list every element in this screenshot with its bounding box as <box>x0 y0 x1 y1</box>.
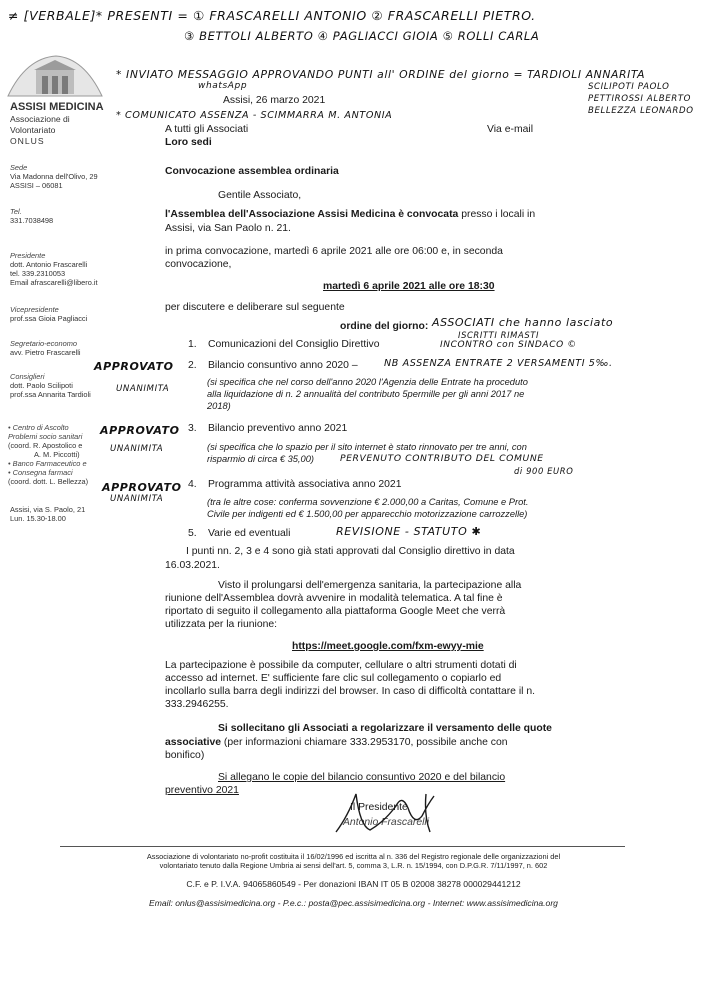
discuss-line: per discutere e deliberare sul seguente <box>165 302 345 313</box>
handwritten-item1-note2: INCONTRO con SINDACO © <box>440 340 577 350</box>
handwritten-item3-note: PERVENUTO CONTRIBUTO DEL COMUNE <box>340 453 544 464</box>
segretario-name: avv. Pietro Frascarelli <box>10 348 81 357</box>
tel-value: 331.7038498 <box>10 216 54 225</box>
handwritten-approvato-3: APPROVATO <box>102 481 182 494</box>
vicepresidente-name: prof.ssa Gioia Pagliacci <box>10 314 88 323</box>
footer-registration-1: Associazione di volontariato no-profit costituita il 16/02/1996 ed iscritta al n. 336 del Registro regionale delle organizzazioni del <box>146 852 561 861</box>
item-3-number: 3. <box>188 423 197 434</box>
handwritten-unanimita-3: UNANIMITA <box>110 494 164 504</box>
sede-label: Sede <box>10 163 28 172</box>
handwritten-item2-note: NB ASSENZA ENTRATE 2 VERSAMENTI 5‰. <box>384 358 613 369</box>
consegna-farmaci: • Consegna farmaci <box>8 468 73 477</box>
signature-name: Antonio Frascarelli <box>343 817 430 828</box>
item-3-note-line1: (si specifica che lo spazio per il sito internet è stato rinnovato per tre anni, con <box>207 442 527 452</box>
vicepresidente-label: Vicepresidente <box>10 305 59 314</box>
consegna-coord: (coord. dott. L. Bellezza) <box>8 477 89 486</box>
solicit-rest: (per informazioni chiamare 333.2953170, possibile anche con <box>221 737 508 748</box>
handwritten-presenti-line2: ③ BETTOLI ALBERTO ④ PAGLIACCI GIOIA ⑤ ROLLI CARLA <box>184 29 540 43</box>
signature-title: Il Presidente <box>350 802 408 813</box>
segretario-label: Segretario-economo <box>10 339 77 348</box>
meet-paragraph-line4: utilizzata per la riunione: <box>165 619 278 630</box>
item-4-text: Programma attività associativa anno 2021 <box>208 479 402 490</box>
meet-paragraph-line2: riunione dell'Assemblea dovrà avvenire in modalità telematica. A tal fine è <box>165 593 503 604</box>
sidebar-hours: Lun. 15.30-18.00 <box>10 514 66 523</box>
handwritten-whatsapp-insert: whatsApp <box>198 81 248 91</box>
item-2-note-line2: alla liquidazione di n. 2 annualità del contributo 5permille per gli anni 2017 ne <box>207 389 525 399</box>
handwritten-item3-note2: di 900 EURO <box>514 466 574 476</box>
handwritten-unanimita-2: UNANIMITA <box>110 444 164 454</box>
solicit-line1: Si sollecitano gli Associati a regolarizzare il versamento delle quote <box>218 723 552 734</box>
consigliere-2: prof.ssa Annarita Tardioli <box>10 390 91 399</box>
first-convocation-line1: in prima convocazione, martedì 6 aprile 2021 alle ore 06:00 e, in seconda <box>165 246 503 257</box>
handwritten-inviato-line: * INVIATO MESSAGGIO APPROVANDO PUNTI all' ORDINE del giorno = TARDIOLI ANNARITA <box>116 68 646 81</box>
org-name: ASSISI MEDICINA <box>10 101 104 113</box>
via-email: Via e-mail <box>487 124 534 135</box>
participation-line4: 333.2946255. <box>165 699 229 710</box>
centro-ascolto-4: A. M. Piccotti) <box>34 450 80 459</box>
consigliere-1: dott. Paolo Scilipoti <box>10 381 73 390</box>
convocation-line2: Assisi, via San Paolo n. 21. <box>165 223 291 234</box>
attachments-line2: preventivo 2021 <box>165 785 239 796</box>
consiglieri-label: Consiglieri <box>10 372 45 381</box>
item-4-note-line1: (tra le altre cose: conferma sovvenzione € 2.000,00 a Caritas, Comune e Prot. <box>207 497 529 507</box>
approved-points-line1: I punti nn. 2, 3 e 4 sono già stati approvati dal Consiglio direttivo in data <box>186 546 515 557</box>
item-1-number: 1. <box>188 339 197 350</box>
letter-subject: Convocazione assemblea ordinaria <box>165 166 339 177</box>
centro-ascolto-3: (coord. R. Apostolico e <box>8 441 83 450</box>
sede-line1: Via Madonna dell'Olivo, 29 <box>10 172 98 181</box>
convocation-bold: l'Assemblea dell'Associazione Assisi Medicina è convocata <box>165 209 459 220</box>
solicit-line3: bonifico) <box>165 750 205 761</box>
meet-paragraph-line1: Visto il prolungarsi dell'emergenza sanitaria, la partecipazione alla <box>218 580 522 591</box>
centro-ascolto-1: • Centro di Ascolto <box>8 423 69 432</box>
handwritten-item1-note: ISCRITTI RIMASTI <box>458 330 540 340</box>
item-3-note-line2: risparmio di circa € 35,00) <box>207 454 314 464</box>
letter-date: Assisi, 26 marzo 2021 <box>223 95 326 106</box>
ordine-del-giorno-title: ordine del giorno: <box>340 321 429 332</box>
handwritten-right-list-1: SCILIPOTI PAOLO <box>588 82 670 92</box>
participation-line2: accesso ad internet. E' sufficiente fare clic sul collegamento o copiarlo ed <box>165 673 502 684</box>
sede-line2: ASSISI – 06081 <box>10 181 63 190</box>
item-4-number: 4. <box>188 479 197 490</box>
footer-divider <box>60 846 625 847</box>
item-2-note-line3: 2018) <box>207 401 231 411</box>
item-2-text: Bilancio consuntivo anno 2020 – <box>208 360 358 371</box>
solicit-bold2: associative <box>165 737 222 748</box>
association-logo <box>6 52 104 98</box>
participation-line3: incollarlo sulla barra degli indirizzi del browser. In caso di difficoltà contattare il n. <box>165 686 536 697</box>
handwritten-assenza-line: * COMUNICATO ASSENZA - SCIMMARRA M. ANTONIA <box>116 110 393 121</box>
meet-paragraph-line3: riportato di seguito il collegamento alla piattaforma Google Meet che verrà <box>165 606 506 617</box>
org-subtitle-3: ONLUS <box>10 136 45 146</box>
org-subtitle-2: Volontariato <box>10 125 56 135</box>
recipient-line2: Loro sedi <box>165 137 212 148</box>
item-2-number: 2. <box>188 360 197 371</box>
handwritten-presenti-line1: ≠ [VERBALE]* PRESENTI = ① FRASCARELLI ANTONIO ② FRASCARELLI PIETRO. <box>8 8 536 23</box>
handwritten-approvato-1: APPROVATO <box>94 360 174 373</box>
footer-contacts: Email: onlus@assisimedicina.org - P.e.c.: posta@pec.assisimedicina.org - Internet: www.assisimedicina.org <box>149 898 558 908</box>
item-5-number: 5. <box>188 528 197 539</box>
item-1-text: Comunicazioni del Consiglio Direttivo <box>208 339 380 350</box>
banco-farmaceutico: • Banco Farmaceutico e <box>8 459 87 468</box>
handwritten-approvato-2: APPROVATO <box>100 424 180 437</box>
sidebar-address-2: Assisi, via S. Paolo, 21 <box>10 505 86 514</box>
tel-label: Tel. <box>10 207 22 216</box>
item-2-note-line1: (si specifica che nel corso dell'anno 2020 l'Agenzia delle Entrate ha proceduto <box>207 377 528 387</box>
first-convocation-line2: convocazione, <box>165 259 232 270</box>
item-3-text: Bilancio preventivo anno 2021 <box>208 423 348 434</box>
item-4-note-line2: Civile per indigenti ed € 1.500,00 per apparecchio motorizzazione carrozzelle) <box>207 509 528 519</box>
handwritten-right-list-3: BELLEZZA LEONARDO <box>588 106 694 116</box>
presidente-email: Email afrascarelli@libero.it <box>10 278 98 287</box>
second-convocation-date: martedì 6 aprile 2021 alle ore 18:30 <box>323 281 495 292</box>
footer-registration-2: volontariato tenuto dalla Regione Umbria ai sensi dell'art. 5, comma 3, L.R. n. 15/1994, con D.P.G.R. 7/11/1997, n. 602 <box>159 861 548 870</box>
approved-points-line2: 16.03.2021. <box>165 560 220 571</box>
handwritten-item5-note: REVISIONE - STATUTO ✱ <box>336 525 482 538</box>
handwritten-associati-note: ASSOCIATI che hanno lasciato <box>432 316 614 329</box>
participation-line1: La partecipazione è possibile da computer, cellulare o altri strumenti dotati di <box>165 660 517 671</box>
presidente-name: dott. Antonio Frascarelli <box>10 260 88 269</box>
handwritten-signature <box>330 786 450 841</box>
org-subtitle-1: Associazione di <box>10 114 70 124</box>
attachments-line1: Si allegano le copie del bilancio consuntivo 2020 e del bilancio <box>218 772 506 783</box>
footer-fiscal: C.F. e P. I.V.A. 94065860549 - Per donazioni IBAN IT 05 B 02008 38278 000029441212 <box>186 879 521 889</box>
presidente-tel: tel. 339.2310053 <box>10 269 66 278</box>
convocation-rest: presso i locali in <box>458 209 536 220</box>
greeting: Gentile Associato, <box>218 190 302 201</box>
handwritten-unanimita-1: UNANIMITA <box>116 384 170 394</box>
presidente-label: Presidente <box>10 251 46 260</box>
google-meet-link[interactable]: https://meet.google.com/fxm-ewyy-mie <box>292 641 484 652</box>
handwritten-right-list-2: PETTIROSSI ALBERTO <box>588 94 692 104</box>
centro-ascolto-2: Problemi socio sanitari <box>8 432 83 441</box>
recipient-line1: A tutti gli Associati <box>165 124 249 135</box>
item-5-text: Varie ed eventuali <box>208 528 291 539</box>
